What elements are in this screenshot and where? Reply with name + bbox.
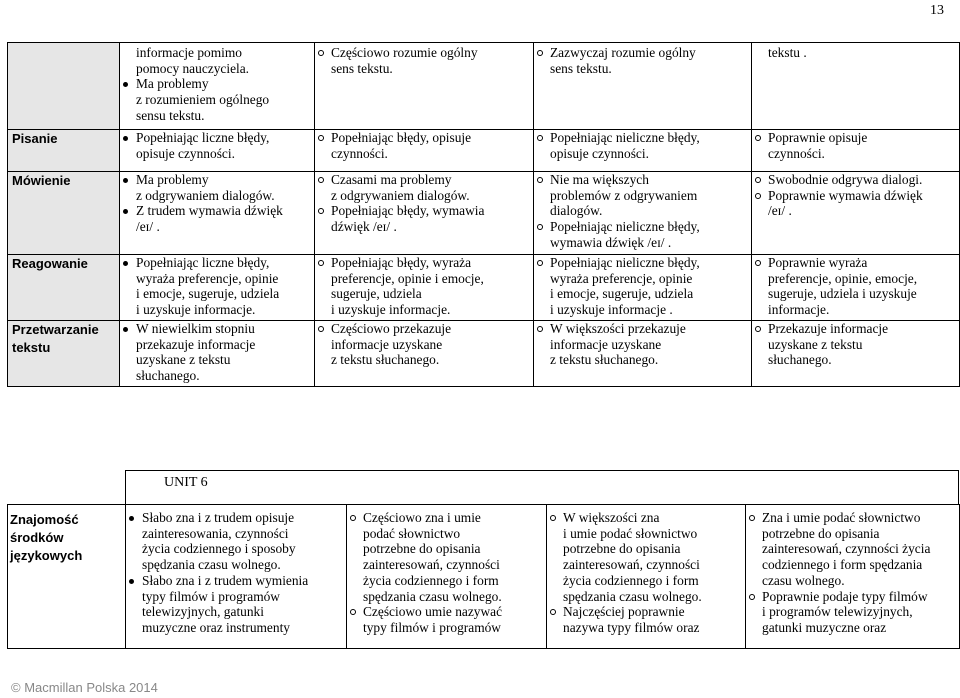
list-item: Poprawnie wyraża preferencje, opinie, emocje, sugeruje, udziela i uzyskuje informacje. [768,255,959,318]
row-label-pisanie: Pisanie [8,130,120,172]
bullet-list [534,130,751,161]
cell [315,130,534,172]
bullet-icon [123,209,128,214]
cell [752,43,960,130]
table-row [8,321,960,387]
bullet-list [120,130,314,161]
cell [746,505,960,649]
page-number: 13 [930,3,944,18]
bullet-list [120,321,314,384]
list-item: W niewielkim stopniu przekazuje informacje uzyskane z tekstu słuchanego. [136,321,314,384]
bullet-list [315,130,533,161]
row-label-reagowanie: Reagowanie [8,255,120,321]
list-item: Popełniając nieliczne błędy, wyraża preferencje, opinie i emocje, sugeruje, udziela i uzyskuje informacje . [550,255,751,318]
cell [315,255,534,321]
cell [752,321,960,387]
list-item: Z trudem wymawia dźwięk /eɪ/ . [136,203,314,234]
bullet-list [347,510,546,636]
bullet-icon [755,260,761,266]
list-item: Popełniając liczne błędy, opisuje czynności. [136,130,314,161]
row-label-mowienie: Mówienie [8,172,120,255]
list-item: Nie ma większych problemów z odgrywaniem dialogów. [550,172,751,219]
list-item: Poprawnie wymawia dźwięk /eɪ/ . [768,188,959,219]
list-item: Czasami ma problemy z odgrywaniem dialogów. [331,172,533,203]
bullet-icon [129,516,134,521]
list-item: Popełniając błędy, opisuje czynności. [331,130,533,161]
bullet-icon [537,135,543,141]
row-label-empty [8,43,120,130]
bullet-icon [755,177,761,183]
bullet-list [120,255,314,318]
list-item: Zna i umie podać słownictwo potrzebne do opisania zainteresowań, czynności życia codziennego i form spędzania czasu wolnego. [762,510,959,589]
cell-text: informacje pomimo pomocy nauczyciela. [136,45,250,76]
bullet-list [315,255,533,318]
list-item: Słabo zna i z trudem opisuje zainteresowania, czynności życia codziennego i sposoby spędzania czasu wolnego. [142,510,346,573]
bullet-icon [749,594,755,600]
cell [315,43,534,130]
cell [120,255,315,321]
list-item: Częściowo zna i umie podać słownictwo potrzebne do opisania zainteresowań, czynności życia codziennego i form spędzania czasu wolnego. [363,510,546,604]
list-item: W większości zna i umie podać słownictwo potrzebne do opisania zainteresowań, czynności życia codziennego i form spędzania czasu wolnego. [563,510,745,604]
cell [120,43,315,130]
cell [126,505,347,649]
table-row [8,172,960,255]
bullet-icon [318,260,324,266]
bullet-icon [550,515,556,521]
list-item: Poprawnie opisuje czynności. [768,130,959,161]
bullet-list [534,321,751,368]
bullet-icon [318,177,324,183]
bullet-list [315,43,533,76]
list-item: Najczęściej poprawnie nazywa typy filmów oraz [563,604,745,635]
cell [534,130,752,172]
bullet-icon [537,260,543,266]
bullet-list [752,321,959,368]
bullet-list [534,172,751,251]
assessment-table-top [7,42,960,387]
cell [120,172,315,255]
cell [315,321,534,387]
list-item: Popełniając błędy, wymawia dźwięk /eɪ/ . [331,203,533,234]
list-item: Słabo zna i z trudem wymienia typy filmów i programów telewizyjnych, gatunki muzyczne oraz instrumenty [142,573,346,636]
cell [120,321,315,387]
bullet-icon [318,326,324,332]
table-row [8,43,960,130]
assessment-table-bottom [7,504,960,649]
bullet-list [315,321,533,368]
cell [547,505,746,649]
row-label-przetwarzanie: Przetwarzanie tekstu [8,321,120,387]
list-item: Częściowo przekazuje informacje uzyskane z tekstu słuchanego. [331,321,533,368]
cell [752,172,960,255]
list-item: Częściowo rozumie ogólny sens tekstu. [331,45,533,76]
bullet-icon [755,193,761,199]
bullet-icon [755,326,761,332]
list-item: Poprawnie podaje typy filmów i programów telewizyjnych, gatunki muzyczne oraz [762,589,959,636]
bullet-list [120,76,314,123]
bullet-list [534,255,751,318]
list-item: W większości przekazuje informacje uzyskane z tekstu słuchanego. [550,321,751,368]
bullet-icon [318,135,324,141]
list-item: Popełniając nieliczne błędy, wymawia dźwięk /eɪ/ . [550,219,751,250]
bullet-list [752,130,959,161]
list-item: Zazwyczaj rozumie ogólny sens tekstu. [550,45,751,76]
bullet-icon [318,208,324,214]
list-item: Przekazuje informacje uzyskane z tekstu słuchanego. [768,321,959,368]
cell [534,43,752,130]
bullet-icon [123,82,128,87]
bullet-icon [350,609,356,615]
list-item: Częściowo umie nazywać typy filmów i programów [363,604,546,635]
bullet-list [126,510,346,636]
cell-text: tekstu . [768,45,807,60]
bullet-icon [123,261,128,266]
bullet-icon [537,50,543,56]
unit-heading: UNIT 6 [125,470,959,504]
bullet-icon [123,178,128,183]
cell [752,130,960,172]
bullet-icon [350,515,356,521]
table-row [8,255,960,321]
copyright-footer: © Macmillan Polska 2014 [11,680,158,695]
cell [534,321,752,387]
list-item: Popełniając nieliczne błędy, opisuje czynności. [550,130,751,161]
bullet-icon [123,136,128,141]
list-item: Swobodnie odgrywa dialogi. [768,172,959,188]
cell [534,255,752,321]
list-item: Popełniając błędy, wyraża preferencje, opinie i emocje, sugeruje, udziela i uzyskuje informacje. [331,255,533,318]
cell [347,505,547,649]
cell [120,130,315,172]
bullet-list [534,43,751,76]
bullet-icon [537,177,543,183]
table-row [8,130,960,172]
list-item: Popełniając liczne błędy, wyraża preferencje, opinie i emocje, sugeruje, udziela i uzyskuje informacje. [136,255,314,318]
cell [315,172,534,255]
bullet-icon [749,515,755,521]
row-label-znajomosc: Znajomość środków językowych [8,505,126,649]
bullet-icon [537,326,543,332]
bullet-list [547,510,745,636]
bullet-list [315,172,533,235]
bullet-icon [755,135,761,141]
cell [534,172,752,255]
bullet-list [752,172,959,219]
bullet-icon [129,579,134,584]
bullet-list [752,255,959,318]
bullet-list [120,172,314,235]
list-item: Ma problemy z rozumieniem ogólnego sensu tekstu. [136,76,314,123]
bullet-icon [537,224,543,230]
bullet-icon [123,327,128,332]
bullet-icon [318,50,324,56]
table-row [8,505,960,649]
bullet-list [746,510,959,636]
cell [752,255,960,321]
bullet-icon [550,609,556,615]
list-item: Ma problemy z odgrywaniem dialogów. [136,172,314,203]
